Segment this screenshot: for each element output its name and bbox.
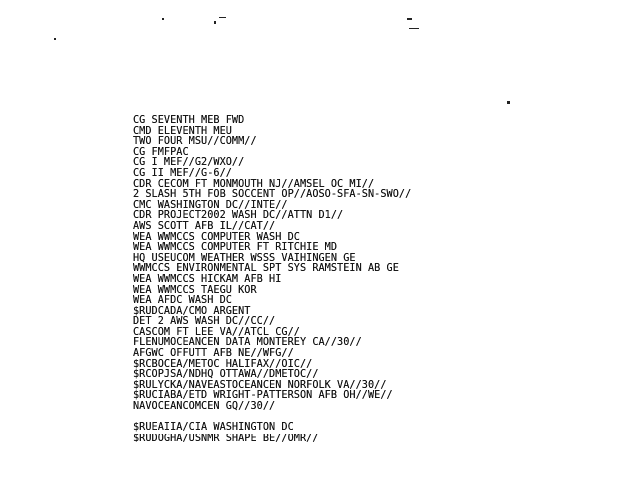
scan-speck [54,38,56,40]
address-line: CG II MEF//G-6// [133,167,232,179]
scan-speck [507,101,510,104]
scan-speck [409,28,419,29]
address-line: WEA WWMCCS TAEGU KOR [133,284,257,296]
address-line: WEA WWMCCS COMPUTER WASH DC [133,231,300,243]
address-line: AFGWC OFFUTT AFB NE//WFG// [133,348,294,360]
address-line: $RULYCKA/NAVEASTOCEANCEN NORFOLK VA//30// [133,379,387,391]
address-line: CMD ELEVENTH MEU [133,125,232,137]
address-line: NAVOCEANCOMCEN GQ//30// [133,401,276,413]
scan-speck [162,18,164,20]
address-line: DET 2 AWS WASH DC//CC// [133,316,276,328]
address-line: CG FMFPAC [133,146,189,158]
address-line: CG SEVENTH MEB FWD [133,115,245,126]
address-line: 2 SLASH 5TH FOB SOCCENT OP//AOSO-SFA-SN-SWO// [133,189,412,201]
address-line: HQ USEUCOM WEATHER WSSS VAIHINGEN GE [133,252,356,264]
address-line: CDR PROJECT2002 WASH DC//ATTN D1// [133,210,344,222]
address-line: $RUEAIIA/CIA WASHINGTON DC [133,422,294,434]
address-line: WEA WWMCCS COMPUTER FT RITCHIE MD [133,242,338,254]
address-line: FLENUMOCEANCEN DATA MONTEREY CA//30// [133,337,362,349]
address-list [133,116,613,442]
address-line: $RCBOCEA/METOC HALIFAX//OIC// [133,358,313,370]
address-line: CDR CECOM FT MONMOUTH NJ//AMSEL OC MI// [133,178,375,190]
address-line: $RUDOGHA/USNMR SHAPE BE//OMR// [133,433,319,442]
address-line: $RUCIABA/ETD WRIGHT-PATTERSON AFB OH//WE// [133,390,393,402]
address-line: CG I MEF//G2/WXO// [133,157,245,169]
address-line: WEA AFDC WASH DC [133,295,232,307]
address-line: WEA WWMCCS HICKAM AFB HI [133,273,282,285]
scan-speck [219,17,226,18]
address-line: TWO FOUR MSU//COMM// [133,136,257,148]
address-line: WWMCCS ENVIRONMENTAL SPT SYS RAMSTEIN AB GE [133,263,399,275]
address-line: CMC WASHINGTON DC//INTE// [133,199,288,211]
address-line: AWS SCOTT AFB IL//CAT// [133,220,276,232]
address-line: $RCOPJSA/NDHQ OTTAWA//DMETOC// [133,369,319,381]
address-line: CASCOM FT LEE VA//ATCL CG// [133,326,300,338]
scan-speck [407,18,412,20]
address-line: $RUDCADA/CMO ARGENT [133,305,251,317]
scan-speck [214,21,216,24]
